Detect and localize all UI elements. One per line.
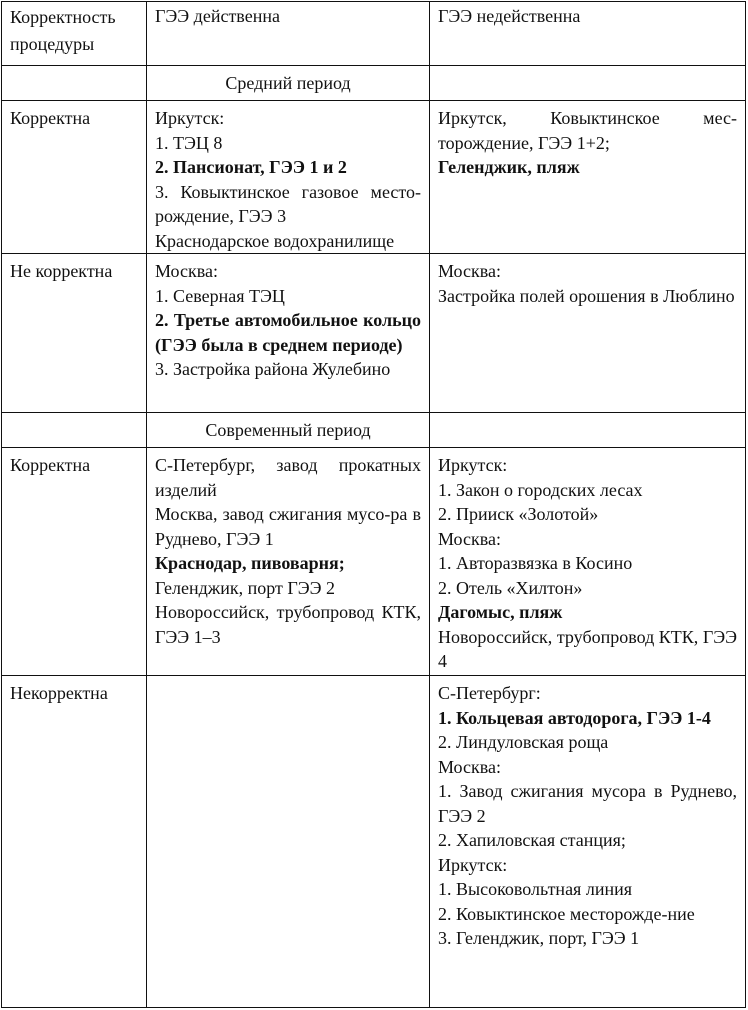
cell-line: Новороссийск, трубопровод КТК, ГЭЭ 1–3 [155,602,421,647]
row-label: Некорректна [2,676,147,1008]
cell-line: Москва: [438,756,501,777]
effective-cell [147,448,430,676]
row-label: Корректна [2,448,147,676]
section-title: Современный период [147,413,430,448]
cell-line: 1. Завод сжигания мусора в Руднево, ГЭЭ 2 [438,781,737,826]
cell-line: 2. Пансионат, ГЭЭ 1 и 2 [155,157,347,177]
cell-line: Иркутск: [438,455,508,475]
cell-line: Новороссийск, трубопровод КТК, ГЭЭ 4 [438,626,737,671]
cell-line: 1. Кольцевая автодорога, ГЭЭ 1-4 [438,707,711,728]
effective-cell [147,254,430,413]
section-empty-cell [2,413,147,448]
section-empty-cell [2,66,147,101]
cell-line: 1. Высоковольтная линия [438,879,632,899]
section-empty-cell [430,413,746,448]
cell-line: 1. ТЭЦ 8 [155,132,223,153]
cell-line: 2. Третье автомобильное кольцо (ГЭЭ была в среднем периоде) [155,310,421,355]
cell-line: С-Петербург, завод прокатных изделий [155,455,421,500]
cell-line: Иркутск, Ковыктинское мес-торождение, ГЭЭ 1+2; [438,108,737,153]
comparison-table [1,1,746,1008]
ineffective-cell [430,676,746,1008]
table-row [2,676,746,1008]
ineffective-cell [430,101,746,254]
table-row [2,448,746,676]
header-effective: ГЭЭ действенна [147,2,430,66]
row-label: Корректна [2,101,147,254]
cell-line: Москва: [155,261,218,281]
cell-line: 2. Хапиловская станция; [438,830,626,850]
cell-line: Дагомыс, пляж [438,602,563,622]
cell-line: Иркутск: [438,854,508,875]
row-label: Не корректна [2,254,147,413]
cell-line: 1. Авторазвязка в Косино [438,553,633,573]
cell-line: 1. Северная ТЭЦ [155,285,285,306]
cell-line: 3. Геленджик, порт, ГЭЭ 1 [438,928,640,948]
cell-line: 1. Закон о городских лесах [438,479,643,500]
cell-line: Застройка полей орошения в Люблино [438,285,735,306]
cell-line: 2. Ковыктинское месторожде-ние [438,903,695,924]
section-row [2,413,746,448]
cell-line: 2. Прииск «Золотой» [438,504,599,524]
header-procedure-correctness: Корректность процедуры [2,2,147,66]
table-body [2,2,746,1008]
cell-line: С-Петербург: [438,683,541,703]
effective-cell [147,101,430,254]
cell-line: Краснодар, пивоварня; [155,553,345,573]
cell-line: 3. Ковыктинское газовое место-рождение, ГЭЭ 3 [155,181,421,226]
cell-line: 2. Отель «Хилтон» [438,577,583,598]
section-empty-cell [430,66,746,101]
effective-cell [147,676,430,1008]
table-row [2,254,746,413]
cell-line: Краснодарское водохранилище [155,230,395,251]
cell-line: Геленджик, порт ГЭЭ 2 [155,577,336,598]
section-row [2,66,746,101]
cell-line: 2. Линдуловская роща [438,732,609,752]
cell-line: Геленджик, пляж [438,157,580,177]
cell-line: Москва: [438,261,501,281]
header-ineffective: ГЭЭ недейственна [430,2,746,66]
ineffective-cell [430,254,746,413]
header-row [2,2,746,66]
ineffective-cell [430,448,746,676]
cell-line: 3. Застройка района Жулебино [155,359,391,379]
section-title: Средний период [147,66,430,101]
cell-line: Москва: [438,528,501,549]
cell-line: Москва, завод сжигания мусо-ра в Руднево, ГЭЭ 1 [155,504,421,549]
table-row [2,101,746,254]
cell-line: Иркутск: [155,108,225,128]
